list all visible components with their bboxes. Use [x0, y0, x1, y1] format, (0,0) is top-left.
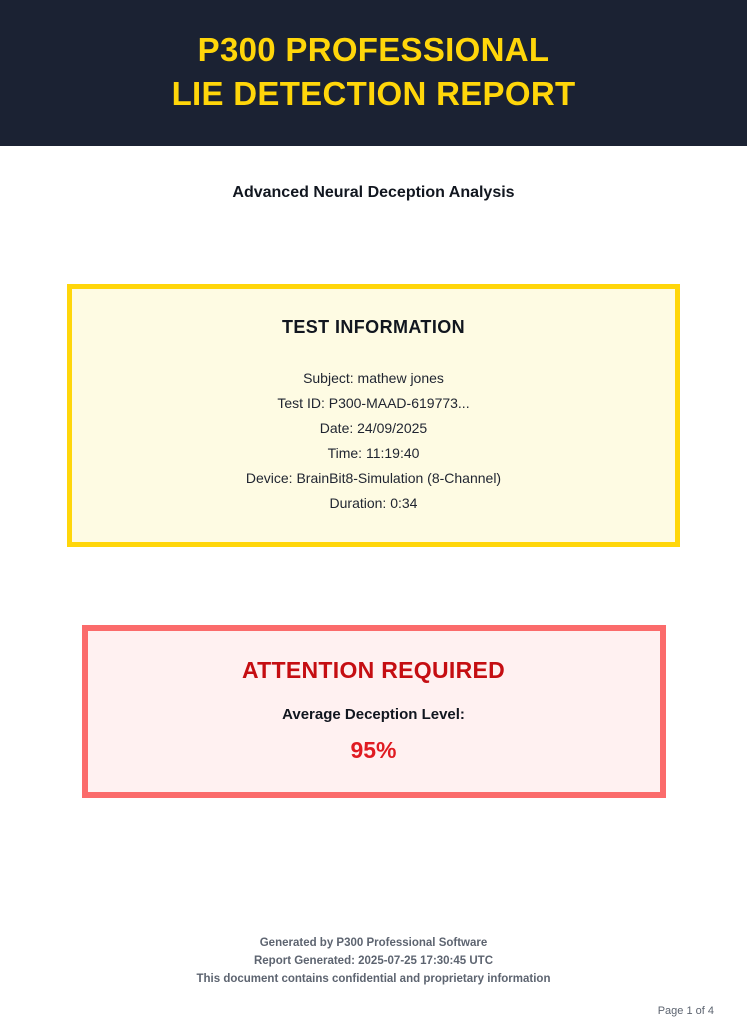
test-information-subject: Subject: mathew jones	[303, 369, 444, 386]
footer-report-generated: Report Generated: 2025-07-25 17:30:45 UTC	[253, 955, 494, 967]
page-number: Page 1 of 4	[657, 1005, 714, 1017]
average-deception-label: Average Deception Level:	[282, 705, 465, 723]
report-header	[0, 0, 747, 146]
report-title	[20, 28, 727, 116]
test-information-time: Time: 11:19:40	[327, 444, 420, 461]
report-footer	[0, 934, 747, 988]
report-title-line-1: P300 PROFESSIONAL	[197, 31, 550, 68]
test-information-title: TEST INFORMATION	[281, 316, 466, 337]
test-information-date: Date: 24/09/2025	[319, 419, 428, 436]
attention-required-title: ATTENTION REQUIRED	[241, 656, 506, 683]
footer-confidentiality-notice: This document contains confidential and proprietary information	[196, 973, 551, 985]
test-information-card	[67, 284, 680, 547]
test-information-test-id: Test ID: P300-MAAD-619773...	[277, 394, 470, 411]
report-subtitle: Advanced Neural Deception Analysis	[232, 183, 515, 201]
test-information-device: Device: BrainBit8-Simulation (8-Channel)	[245, 469, 502, 486]
test-information-duration: Duration: 0:34	[329, 494, 418, 511]
footer-generated-by: Generated by P300 Professional Software	[259, 937, 488, 949]
report-title-line-2: LIE DETECTION REPORT	[171, 74, 576, 112]
attention-required-card	[82, 625, 666, 798]
average-deception-value: 95%	[350, 736, 397, 763]
